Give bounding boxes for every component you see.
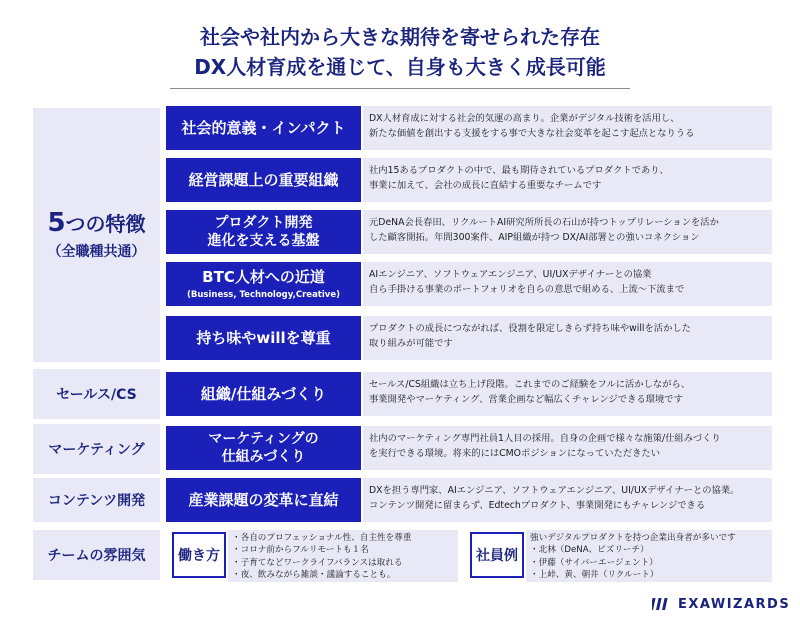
title-line-2: DX人材育成を通じて、自身も大きく成長可能 xyxy=(194,55,606,79)
feature-title: BTC人材への近道 xyxy=(202,267,325,286)
category-contents xyxy=(33,478,160,522)
sales-desc xyxy=(363,372,772,416)
desc-line: 事業開発やマーケティング、営業企画など幅広くチャレンジできる環境です xyxy=(369,394,683,405)
desc-line: DX人材育成に対する社会的気運の高まり。企業がデジタル技術を活用し、 xyxy=(369,113,680,124)
sales-box xyxy=(166,372,361,416)
category-marketing xyxy=(33,424,160,474)
feature-desc-product-dev xyxy=(363,210,772,254)
desc-line: 取り組みが可能です xyxy=(369,338,453,349)
category-sales xyxy=(33,369,160,419)
desc-line: AIエンジニア、ソフトウェアエンジニア、UI/UXデザイナーとの協業 xyxy=(369,269,652,280)
desc-line: を実行できる環境。将来的にはCMOポジションになっていただきたい xyxy=(369,448,661,459)
desc-line: 元DeNA会長春田、リクルートAI研究所所長の石山が持つトップリレーションを活か xyxy=(369,217,719,228)
sales-title: 組織/仕組みづくり xyxy=(200,384,327,403)
category-sales-label: セールス/CS xyxy=(56,387,137,403)
members-list xyxy=(526,530,772,582)
workstyle-list xyxy=(228,530,458,582)
features-number: 5 xyxy=(47,207,66,238)
title-line-1: 社会や社内から大きな期待を寄せられた存在 xyxy=(200,25,600,49)
list-item: ・上峠、黄、朝井（リクルート） xyxy=(530,569,659,580)
exawizards-logo-icon xyxy=(652,596,672,612)
contents-box xyxy=(166,478,361,522)
feature-desc-social-impact xyxy=(363,106,772,150)
list-item: ・伊藤（サイバーエージェント） xyxy=(530,557,658,568)
list-item: ・夜、飲みながら雑談・議論することも。 xyxy=(232,569,396,580)
desc-line: プロダクトの成長につながれば、役割を限定しきらず持ち味やwillを活かした xyxy=(369,323,691,334)
feature-box-social-impact xyxy=(166,106,361,150)
feature-title-line2: 進化を支える基盤 xyxy=(207,233,320,249)
workstyle-label-box xyxy=(172,532,226,578)
feature-desc-key-organization xyxy=(363,158,772,202)
contents-desc xyxy=(363,478,772,522)
company-logo xyxy=(652,596,790,612)
feature-subtitle: (Business, Technology,Creative) xyxy=(187,289,340,300)
desc-line: セールス/CS組織は立ち上げ段階。これまでのご経験をフルに活かしながら、 xyxy=(369,379,691,390)
list-item: ・子育てなどワークライフバランスは取れる xyxy=(232,557,403,568)
page-title xyxy=(0,22,800,82)
feature-box-btc xyxy=(166,262,361,306)
title-divider xyxy=(170,88,630,89)
feature-title: プロダクト開発 xyxy=(214,215,313,231)
members-label-box xyxy=(470,532,524,578)
feature-title: 持ち味やwillを尊重 xyxy=(196,328,331,347)
feature-desc-btc xyxy=(363,262,772,306)
feature-box-key-organization xyxy=(166,158,361,202)
desc-line: コンテンツ開発に留まらず、Edtechプロダクト、事業開発にもチャレンジできる xyxy=(369,500,706,511)
workstyle-label: 働き方 xyxy=(178,548,220,564)
feature-title: 経営課題上の重要組織 xyxy=(188,170,339,189)
list-item: ・各自のプロフェッショナル性、自主性を尊重 xyxy=(232,533,412,543)
category-features xyxy=(33,108,160,362)
list-item: ・コロナ前からフルリモートも１名 xyxy=(232,545,369,556)
list-item: 強いデジタルプロダクトを持つ企業出身者が多いです xyxy=(530,533,736,543)
desc-line: 新たな価値を創出する支援をする事で大きな社会変革を起こす起点となりうる xyxy=(369,128,695,139)
desc-line: 事業に加えて、会社の成長に直結する重要なチームです xyxy=(369,180,602,191)
contents-title: 産業課題の変革に直結 xyxy=(188,490,339,509)
desc-line: 社内のマーケティング専門社員1人目の採用。自身の企画で様々な施策/仕組みづくり xyxy=(369,433,721,444)
category-team xyxy=(33,530,160,580)
desc-line: した顧客開拓。年間300案件、AIP組織が持つ DX/AI部署との強いコネクション xyxy=(369,232,700,243)
category-marketing-label: マーケティング xyxy=(48,442,145,458)
desc-line: 社内15あるプロダクトの中で、最も期待されているプロダクトであり、 xyxy=(369,165,669,176)
features-label: つの特徴 xyxy=(65,211,146,236)
feature-box-will xyxy=(166,316,361,360)
feature-title: 社会的意義・インパクト xyxy=(181,118,346,137)
desc-line: DXを担う専門家、AIエンジニア、ソフトウェアエンジニア、UI/UXデザイナーとの協業。 xyxy=(369,485,740,496)
desc-line: 自ら手掛ける事業のポートフォリオを自らの意思で組める、上流〜下流まで xyxy=(369,284,685,295)
members-label: 社員例 xyxy=(476,548,518,564)
feature-box-product-dev xyxy=(166,210,361,254)
marketing-box xyxy=(166,426,361,470)
logo-text: EXAWIZARDS xyxy=(678,596,791,612)
list-item: ・北林（DeNA、ビズリーチ） xyxy=(530,545,649,556)
features-sublabel: （全職種共通） xyxy=(47,243,146,260)
marketing-title-line2: 仕組みづくり xyxy=(221,449,306,465)
category-team-label: チームの雰囲気 xyxy=(47,548,146,564)
marketing-desc xyxy=(363,426,772,470)
category-contents-label: コンテンツ開発 xyxy=(47,493,146,509)
marketing-title: マーケティングの xyxy=(208,431,319,447)
feature-desc-will xyxy=(363,316,772,360)
